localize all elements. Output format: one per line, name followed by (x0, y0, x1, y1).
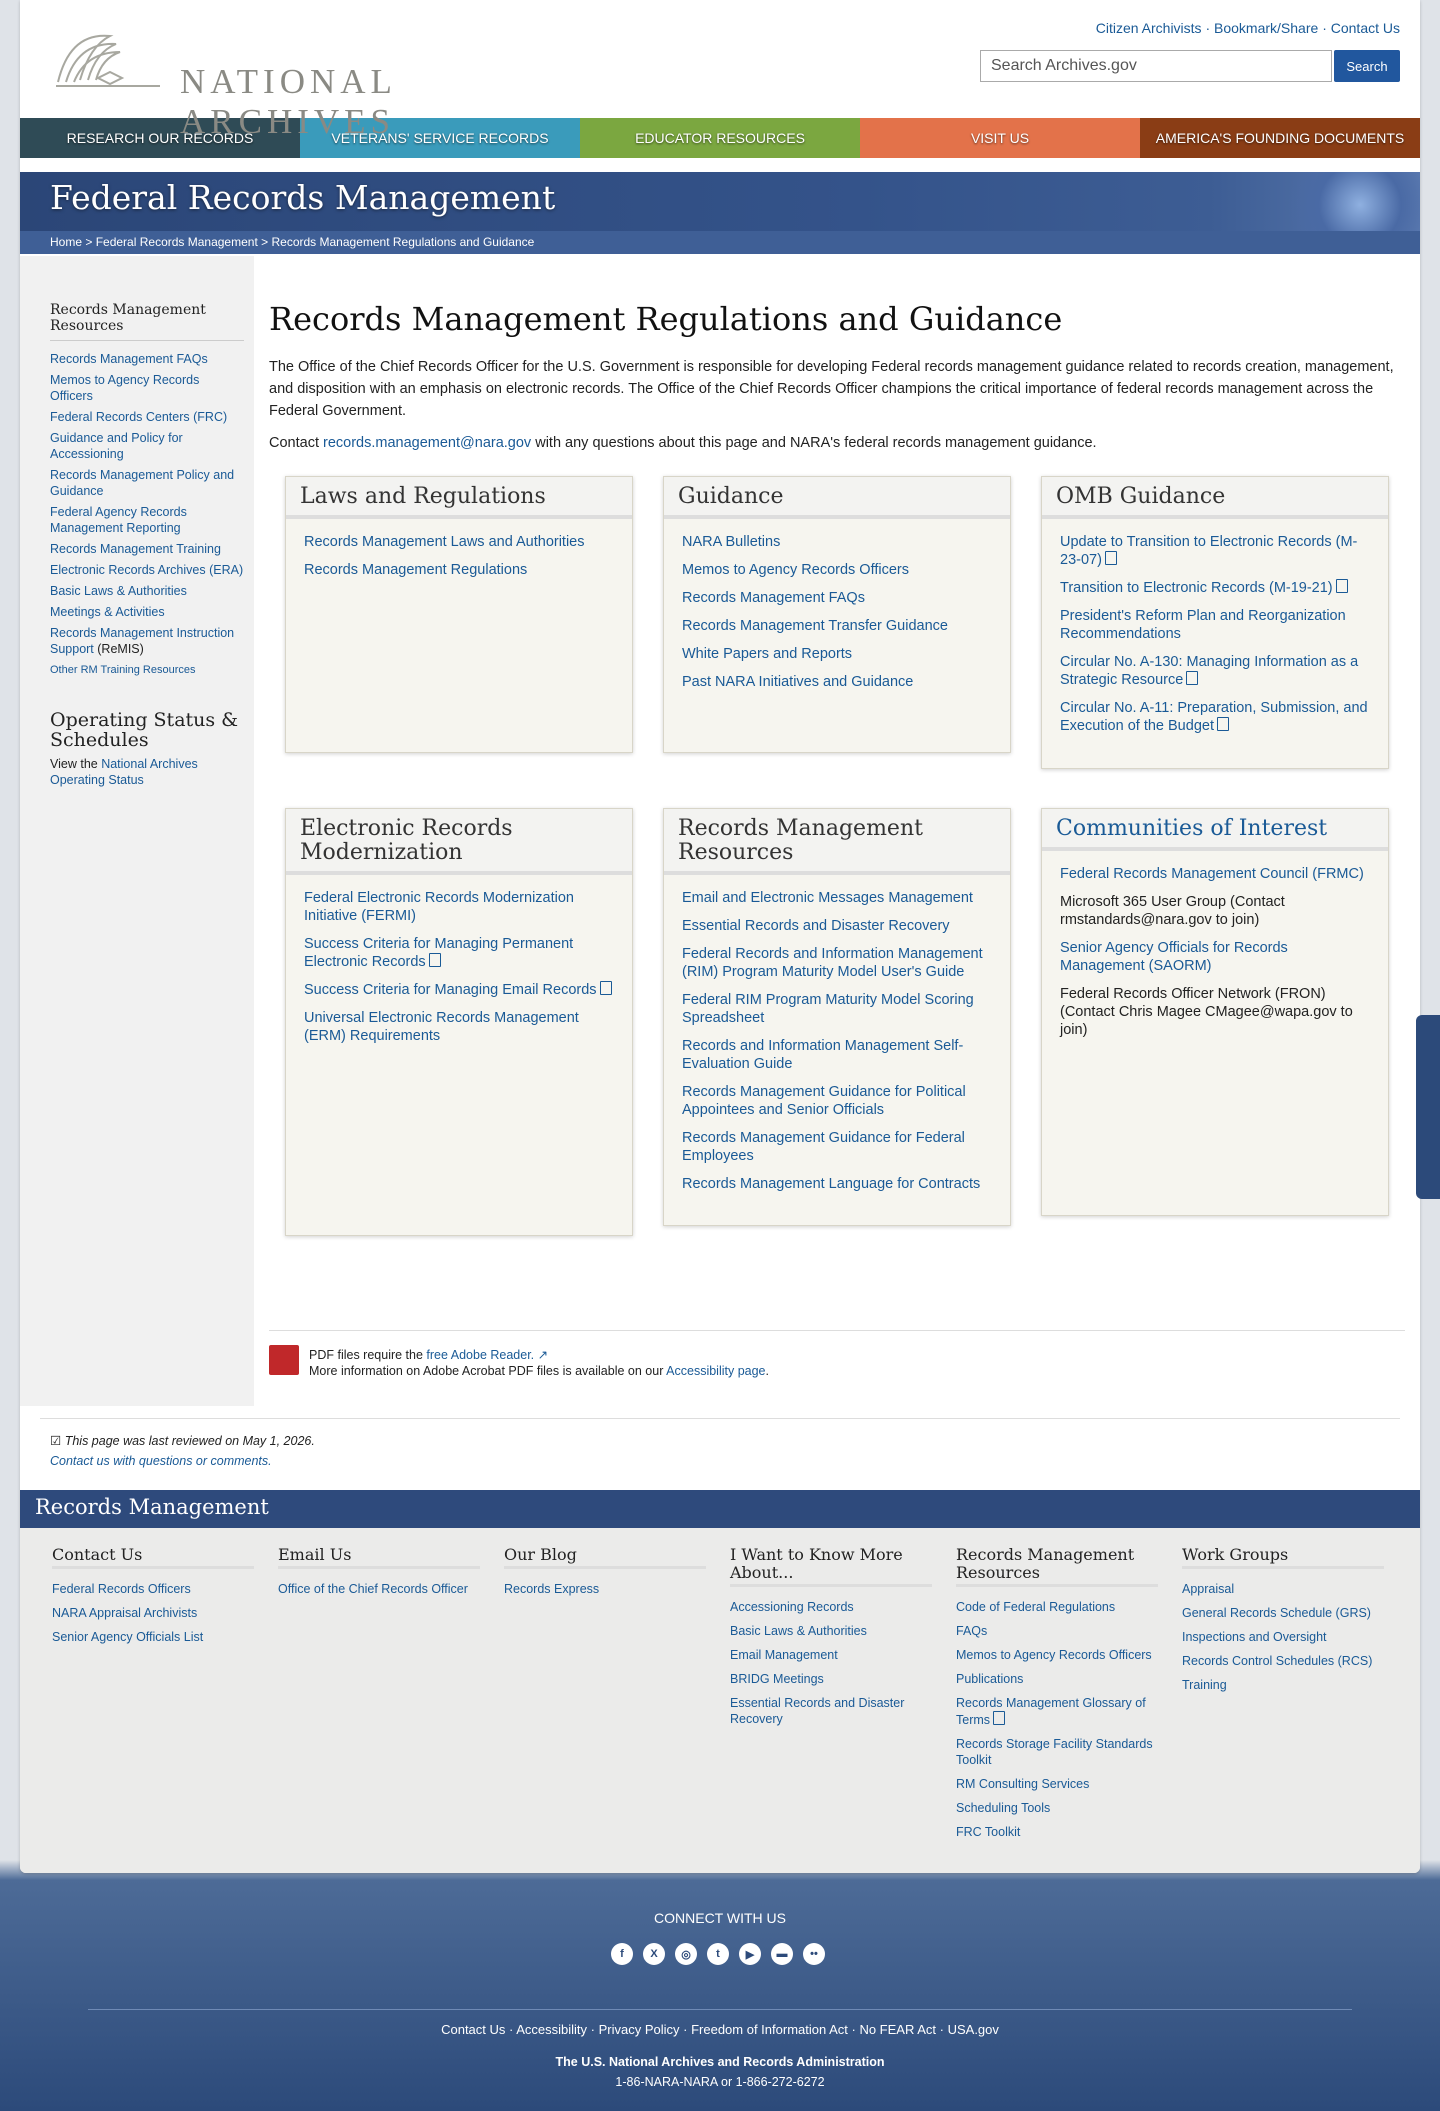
footer-link[interactable]: RM Consulting Services (956, 1777, 1090, 1791)
sidebar-item[interactable]: Guidance and Policy for Accessioning (50, 431, 183, 461)
card-communities-of-interest (1041, 808, 1389, 1216)
footer-phone: 1-86-NARA-NARA or 1-866-272-6272 (615, 2075, 825, 2089)
footer-contact-us[interactable]: Contact Us (441, 2022, 506, 2037)
breadcrumb: Home > Federal Records Management > Records Management Regulations and Guidance (20, 231, 1420, 254)
card-link[interactable]: White Papers and Reports (682, 646, 853, 662)
pdf-icon (1336, 579, 1348, 593)
sidebar-item[interactable]: Memos to Agency Records Officers (50, 373, 200, 403)
intro-paragraph: The Office of the Chief Records Officer for the U.S. Government is responsible for developing Federal records management guidance related to records creation, management, and disposition with an emphasis on electronic records. The Office of the Chief Records Officer champions the critical importance of federal records management across the Federal Government. (269, 359, 1394, 419)
card-electronic-records-modernization (285, 808, 633, 1236)
section-banner (20, 172, 1420, 254)
footer-link[interactable]: NARA Appraisal Archivists (52, 1606, 198, 1620)
pdf-note-line1 (309, 1347, 1405, 1363)
contact-prefix: Contact (269, 435, 319, 451)
footer-link[interactable]: Inspections and Oversight (1182, 1630, 1327, 1644)
footer-link[interactable]: Records Express (504, 1582, 600, 1596)
contact-paragraph (269, 432, 1405, 454)
footer-col-title: Records Management Resources (956, 1546, 1158, 1587)
external-link-icon: ↗ (537, 1348, 549, 1362)
card-title: Records Management Resources (664, 809, 1010, 875)
sidebar-item[interactable]: Records Management Training (50, 542, 221, 556)
footer-accessibility[interactable]: Accessibility (516, 2022, 588, 2037)
footer-link[interactable]: Memos to Agency Records Officers (956, 1648, 1152, 1662)
content (269, 256, 1405, 454)
footer-link-text[interactable]: Records Management Glossary of Terms (956, 1696, 1146, 1727)
card-links (286, 519, 632, 603)
sidebar-item[interactable]: Other RM Training Resources (50, 664, 196, 676)
card-link[interactable]: Email and Electronic Messages Management (682, 890, 973, 906)
footer-col-rm-resources (956, 1546, 1158, 1873)
youtube-icon[interactable]: ▶ (739, 1943, 761, 1965)
footer-columns (20, 1528, 1420, 1873)
footer-link[interactable]: BRIDG Meetings (730, 1672, 824, 1686)
card-links (664, 875, 1010, 1217)
card-link[interactable]: NARA Bulletins (682, 534, 781, 550)
card-link[interactable]: Universal Electronic Records Management (ERM) Requirements (304, 1010, 579, 1044)
pdf-note-suffix: . (765, 1364, 769, 1378)
sidebar-item[interactable]: Electronic Records Archives (ERA) (50, 563, 244, 577)
footer-col-work-groups (1182, 1546, 1384, 1873)
footer-foia[interactable]: Freedom of Information Act (691, 2022, 848, 2037)
nav-research-our-records[interactable]: RESEARCH OUR RECORDS (20, 118, 300, 158)
footer-title: Records Management (20, 1490, 1420, 1528)
sidebar-item[interactable]: Meetings & Activities (50, 605, 165, 619)
card-link-text[interactable]: Circular No. A-130: Managing Information as a Strategic Resource (1060, 654, 1359, 688)
footer-link[interactable]: Office of the Chief Records Officer (278, 1582, 468, 1596)
card-link[interactable]: Memos to Agency Records Officers (682, 562, 909, 578)
pdf-note-prefix: PDF files require the (309, 1348, 423, 1362)
nav-educator-resources[interactable]: EDUCATOR RESOURCES (580, 118, 860, 158)
card-records-management-resources (663, 808, 1011, 1226)
footer-col-title: I Want to Know More About... (730, 1546, 932, 1587)
footer-bottom-links: Contact Us · Accessibility · Privacy Policy · Freedom of Information Act · No FEAR Act · USA.gov (441, 2022, 999, 2037)
pdf-note-text (309, 1347, 1405, 1379)
card-link[interactable] (1060, 579, 1370, 597)
pdf-icon (993, 1711, 1005, 1725)
card-links (1042, 851, 1388, 1063)
sidebar-item[interactable]: Federal Agency Records Management Reporting (50, 505, 187, 535)
footer-link[interactable] (956, 1695, 1158, 1728)
operating-status-heading: Operating Status & Schedules (50, 709, 239, 751)
site-search (980, 50, 1400, 82)
card-link[interactable]: Records Management Language for Contracts (682, 1176, 981, 1192)
footer-no-fear-act[interactable]: No FEAR Act (859, 2022, 937, 2037)
footer-link[interactable]: Essential Records and Disaster Recovery (730, 1696, 905, 1726)
card-omb-guidance (1041, 476, 1389, 769)
card-link-text[interactable]: Success Criteria for Managing Email Records (304, 982, 597, 998)
card-link[interactable]: Records Management Guidance for Federal Employees (682, 1130, 965, 1164)
nav-veterans-service-records[interactable]: VETERANS' SERVICE RECORDS (300, 118, 580, 158)
feedback-tab[interactable] (1416, 1015, 1440, 1199)
citizen-archivists-link[interactable]: Citizen Archivists (1095, 20, 1202, 36)
page-review (40, 1418, 1400, 1483)
card-link[interactable]: President's Reform Plan and Reorganization Recommendations (1060, 608, 1346, 642)
footer-col-know-more (730, 1546, 932, 1873)
card-link[interactable] (304, 935, 614, 971)
card-title: Guidance (664, 477, 1010, 519)
card-text: Microsoft 365 User Group (Contact rmstandards@nara.gov to join) (1060, 894, 1285, 928)
footer-link[interactable]: Federal Records Officers (52, 1582, 191, 1596)
footer-col-blog (504, 1546, 706, 1873)
card-link[interactable]: Records Management Laws and Authorities (304, 534, 585, 550)
checkbox-icon: ☑ (50, 1434, 62, 1448)
footer-link[interactable]: FAQs (956, 1624, 988, 1638)
footer-link[interactable]: Appraisal (1182, 1582, 1235, 1596)
card-link[interactable]: Essential Records and Disaster Recovery (682, 918, 950, 934)
footer-link[interactable]: Records Storage Facility Standards Toolkit (956, 1737, 1153, 1767)
card-guidance (663, 476, 1011, 753)
accessibility-page-link[interactable]: Accessibility page (666, 1364, 766, 1378)
breadcrumb-federal-records[interactable]: Federal Records Management (95, 235, 258, 249)
card-title: OMB Guidance (1042, 477, 1388, 519)
pdf-note-prefix-2: More information on Adobe Acrobat PDF files is available on our (309, 1364, 664, 1378)
contact-comments-link[interactable]: Contact us with questions or comments. (50, 1454, 272, 1468)
pdf-icon (1217, 717, 1229, 731)
card-link-text[interactable]: Circular No. A-11: Preparation, Submission, and Execution of the Budget (1060, 700, 1368, 734)
footer-col-title: Contact Us (52, 1546, 254, 1569)
last-reviewed (50, 1431, 1390, 1451)
card-link[interactable]: Records Management FAQs (682, 590, 865, 606)
card-link[interactable] (1060, 653, 1370, 689)
main-area (20, 256, 1420, 1406)
card-link[interactable]: Records and Information Management Self-Evaluation Guide (682, 1038, 964, 1072)
card-link[interactable] (1060, 533, 1370, 569)
card-links (286, 875, 632, 1069)
card-link[interactable]: Records Management Transfer Guidance (682, 618, 948, 634)
card-link[interactable]: Senior Agency Officials for Records Management (SAORM) (1060, 940, 1288, 974)
footer-link[interactable]: Code of Federal Regulations (956, 1600, 1116, 1614)
contact-suffix: with any questions about this page and NARA's federal records management guidance. (535, 435, 1097, 451)
x-icon[interactable]: X (643, 1943, 665, 1965)
footer-link[interactable]: Senior Agency Officials List (52, 1630, 204, 1644)
facebook-icon[interactable]: f (611, 1943, 633, 1965)
sidebar-heading: Records Management Resources (50, 302, 244, 341)
footer-link[interactable]: General Records Schedule (GRS) (1182, 1606, 1371, 1620)
card-title-link[interactable]: Communities of Interest (1042, 809, 1388, 851)
footer-usa-gov[interactable]: USA.gov (947, 2022, 999, 2037)
connect-heading: CONNECT WITH US (654, 1910, 786, 1926)
footer-org-name: The U.S. National Archives and Records Administration (555, 2055, 885, 2069)
sidebar-item[interactable]: Records Management Policy and Guidance (50, 468, 235, 498)
nav-founding-documents[interactable]: AMERICA'S FOUNDING DOCUMENTS (1140, 118, 1420, 158)
footer-divider (88, 2009, 1352, 2010)
footer-link[interactable]: FRC Toolkit (956, 1825, 1021, 1839)
card-link-text[interactable]: Transition to Electronic Records (M-19-21) (1060, 580, 1333, 596)
footer-link[interactable]: Training (1182, 1678, 1227, 1692)
card-link-text[interactable]: Success Criteria for Managing Permanent Electronic Records (304, 936, 574, 970)
footer-col-contact (52, 1546, 254, 1873)
sidebar-item[interactable]: Records Management FAQs (50, 352, 208, 366)
section-title: Federal Records Management (50, 178, 556, 217)
remis-suffix: (ReMIS) (97, 642, 144, 656)
card-link[interactable]: Federal RIM Program Maturity Model Scoring Spreadsheet (682, 992, 974, 1026)
logo-text: NATIONAL ARCHIVES (180, 62, 396, 141)
operating-status-text (50, 756, 244, 788)
sidebar (20, 256, 254, 1406)
card-link[interactable] (304, 981, 614, 999)
contact-email-link[interactable]: records.management@nara.gov (323, 435, 532, 451)
page-title: Records Management Regulations and Guidance (269, 300, 1063, 338)
sidebar-list (50, 351, 244, 678)
sidebar-item[interactable]: Records Management Instruction Support (50, 626, 235, 656)
search-input[interactable]: Search Archives.gov (980, 50, 1332, 82)
card-links (1042, 519, 1388, 759)
search-button[interactable]: Search (1334, 50, 1400, 82)
pdf-note (269, 1330, 1405, 1379)
card-title: Electronic Records Modernization (286, 809, 632, 875)
card-text: Federal Records Officer Network (FRON) (Contact Chris Magee CMagee@wapa.gov to join) (1060, 986, 1353, 1038)
operating-status-prefix: View the (50, 757, 98, 771)
page-container (20, 0, 1420, 1873)
footer-link[interactable]: Accessioning Records (730, 1600, 854, 1614)
footer-link[interactable]: Email Management (730, 1648, 838, 1662)
footer-link[interactable]: Publications (956, 1672, 1024, 1686)
footer-col-title: Our Blog (504, 1546, 706, 1569)
card-title: Laws and Regulations (286, 477, 632, 519)
sidebar-item-remis (50, 625, 244, 657)
utility-links: Citizen Archivists · Bookmark/Share · Contact Us (1095, 20, 1400, 36)
footer-col-title: Work Groups (1182, 1546, 1384, 1569)
tumblr-icon[interactable]: t (707, 1943, 729, 1965)
nav-visit-us[interactable]: VISIT US (860, 118, 1140, 158)
card-link-text[interactable]: Update to Transition to Electronic Records (M-23-07) (1060, 534, 1358, 568)
footer-link[interactable]: Scheduling Tools (956, 1801, 1051, 1815)
adobe-pdf-icon (269, 1345, 299, 1375)
sidebar-item[interactable]: Basic Laws & Authorities (50, 584, 187, 598)
breadcrumb-home[interactable]: Home (50, 235, 83, 249)
pdf-icon (1105, 551, 1117, 565)
adobe-reader-link[interactable]: free Adobe Reader. (426, 1348, 535, 1362)
eagle-logo-icon (50, 22, 170, 94)
pdf-icon (429, 953, 441, 967)
pdf-note-line2 (309, 1363, 1405, 1379)
bookmark-share-link[interactable]: Bookmark/Share (1214, 20, 1319, 36)
card-link[interactable]: Records Management Guidance for Political Appointees and Senior Officials (682, 1084, 966, 1118)
card-link[interactable]: Records Management Regulations (304, 562, 528, 578)
footer-link[interactable]: Records Control Schedules (RCS) (1182, 1654, 1373, 1668)
card-link[interactable] (1060, 699, 1370, 735)
card-link[interactable]: Federal Records and Information Management (RIM) Program Maturity Model User's Guide (682, 946, 983, 980)
sidebar-item[interactable]: Federal Records Centers (FRC) (50, 410, 228, 424)
card-links (664, 519, 1010, 715)
footer-col-email (278, 1546, 480, 1873)
card-laws-and-regulations (285, 476, 633, 753)
chat-icon[interactable]: ▬ (771, 1943, 793, 1965)
instagram-icon[interactable]: ◎ (675, 1943, 697, 1965)
social-icons (611, 1943, 835, 1965)
pdf-icon (1186, 671, 1198, 685)
footer-privacy-policy[interactable]: Privacy Policy (598, 2022, 680, 2037)
contact-us-link[interactable]: Contact Us (1330, 20, 1400, 36)
operating-status-link[interactable]: National Archives Operating Status (50, 757, 198, 787)
footer-col-title: Email Us (278, 1546, 480, 1569)
card-link[interactable]: Federal Records Management Council (FRMC) (1060, 866, 1364, 882)
card-link[interactable]: Federal Electronic Records Modernization Initiative (FERMI) (304, 890, 574, 924)
flickr-icon[interactable]: •• (803, 1943, 825, 1965)
pdf-icon (600, 981, 612, 995)
card-link[interactable]: Past NARA Initiatives and Guidance (682, 674, 914, 690)
breadcrumb-current: Records Management Regulations and Guidance (271, 235, 535, 249)
last-reviewed-text: This page was last reviewed on May 1, 2026. (64, 1434, 315, 1448)
footer-link[interactable]: Basic Laws & Authorities (730, 1624, 867, 1638)
